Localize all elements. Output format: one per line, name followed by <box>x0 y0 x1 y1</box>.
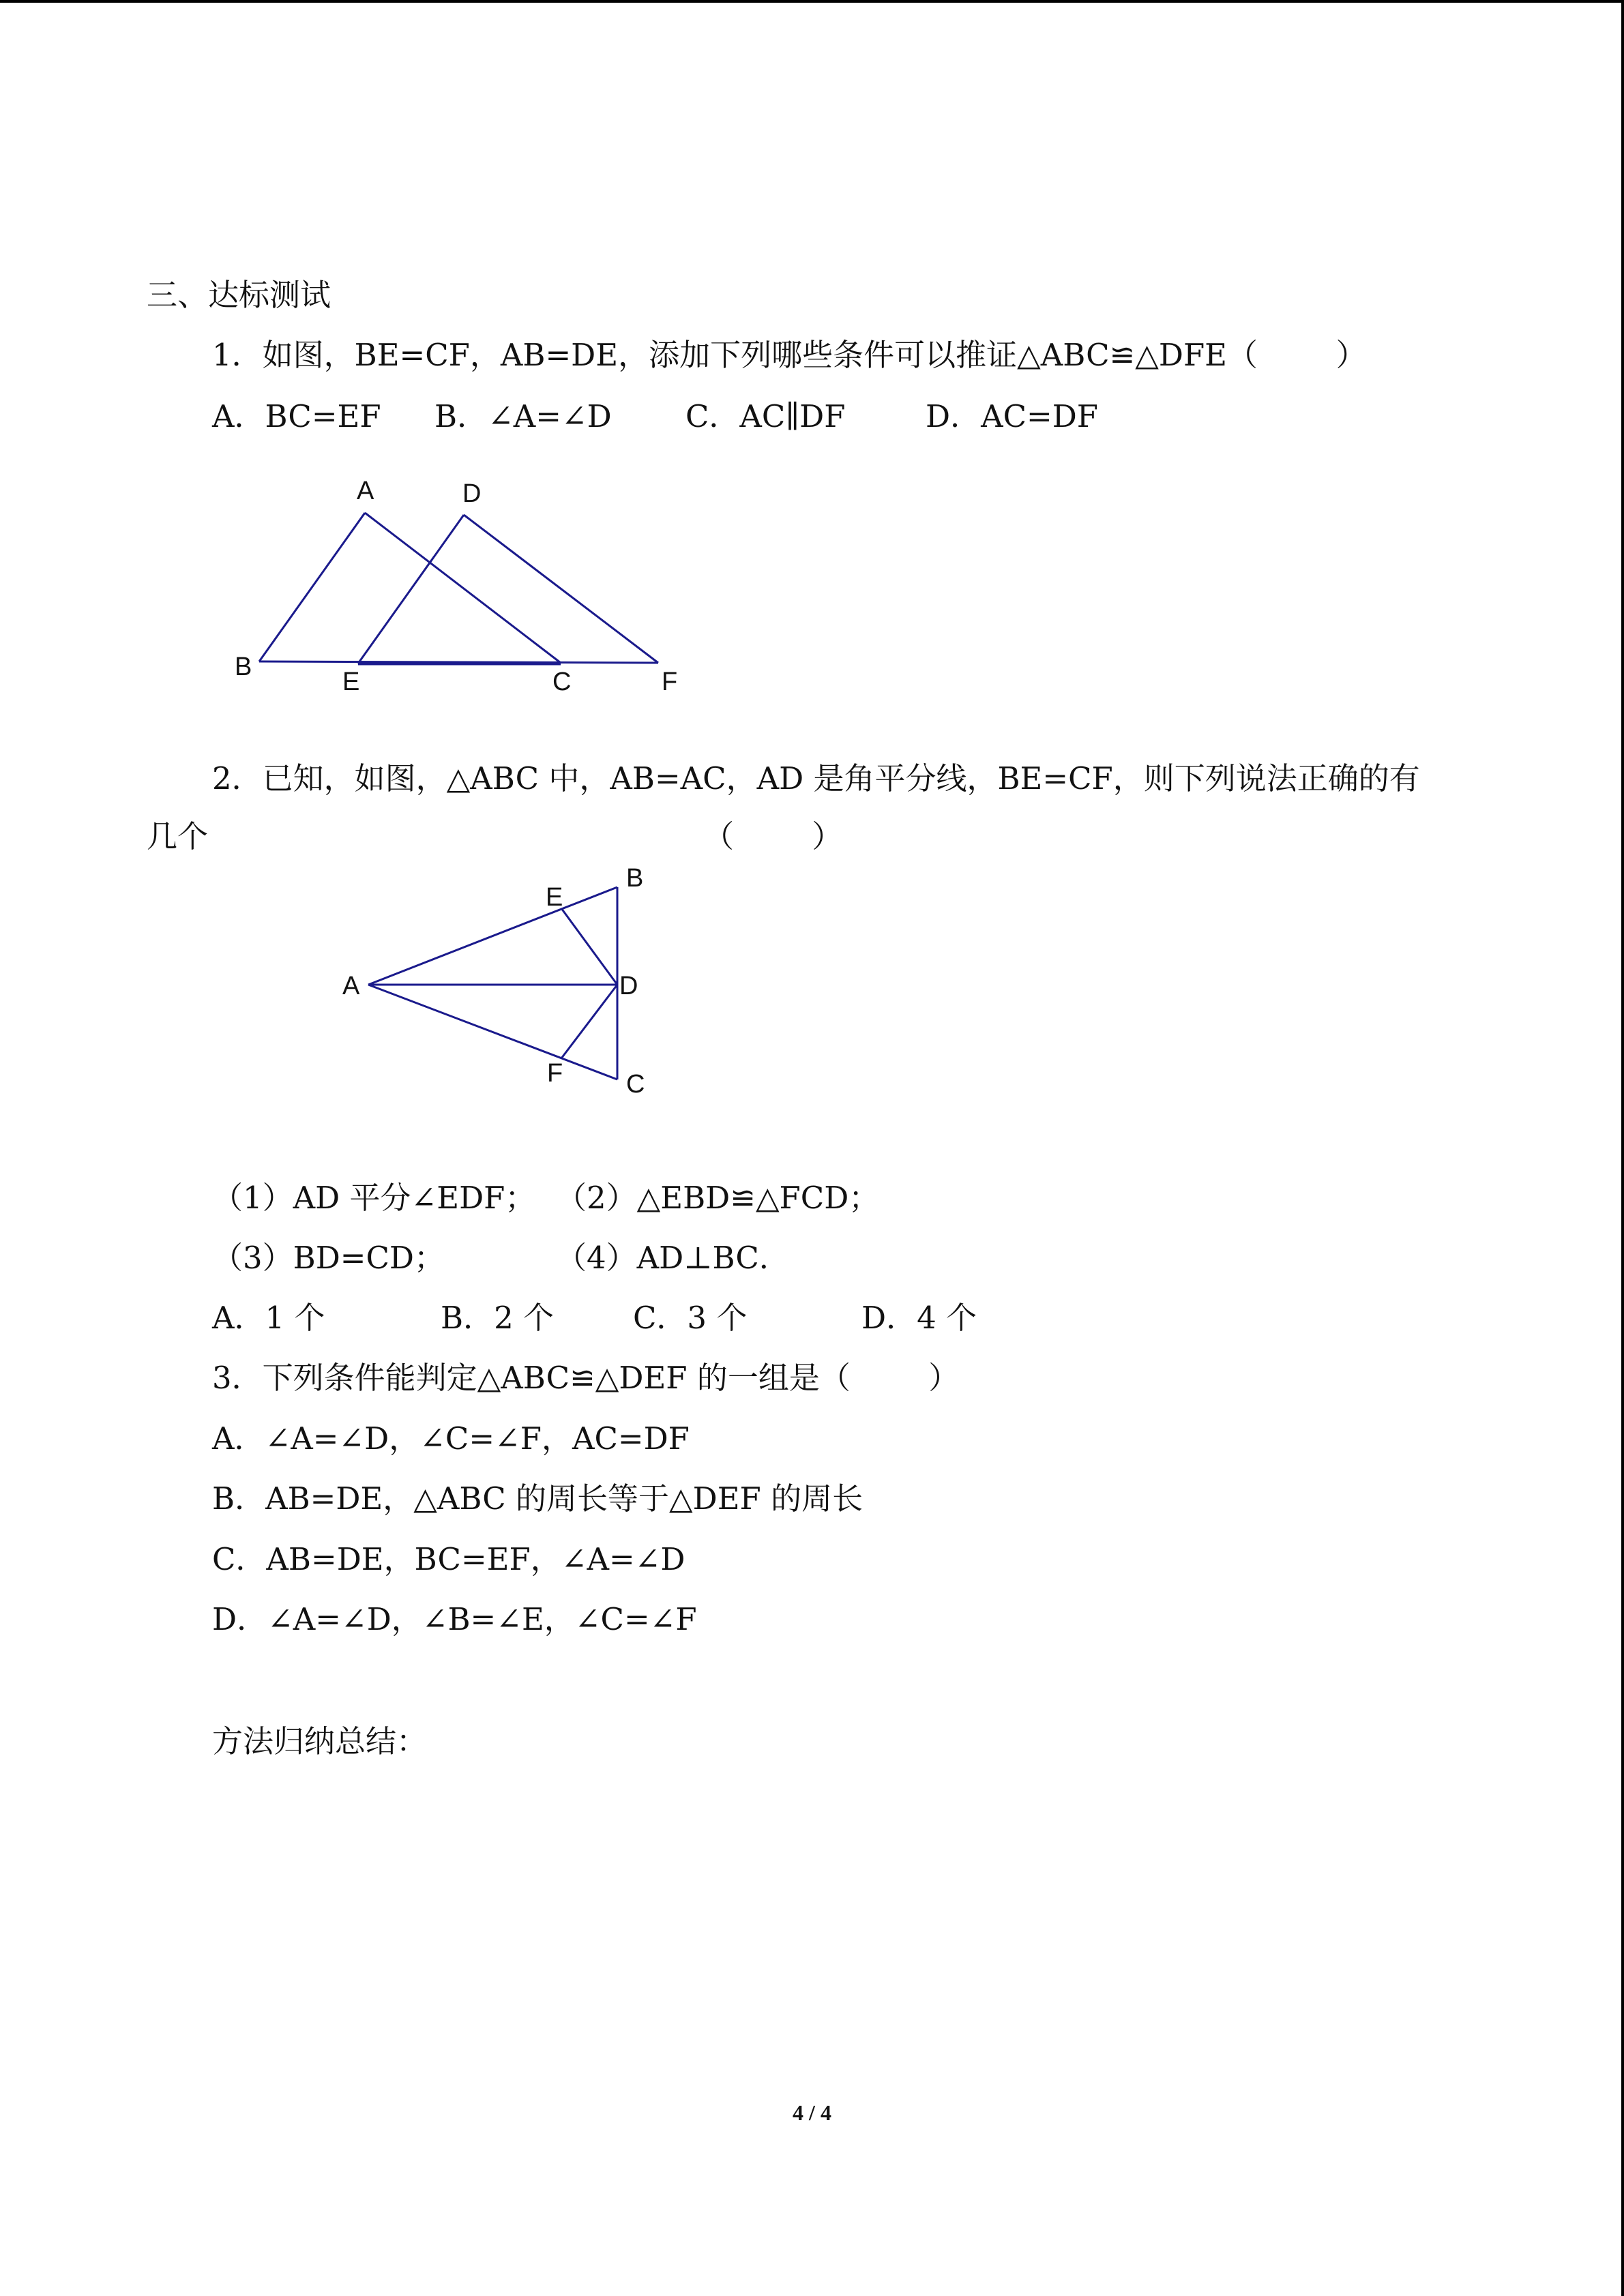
q1-label-c: C <box>552 668 572 696</box>
q2-option-b: B．2 个 <box>441 1300 555 1336</box>
q2-stem-line1: 2．已知，如图，△ABC 中，AB=AC，AD 是角平分线，BE=CF，则下列说法正确的有 <box>212 760 1420 796</box>
q1-option-d: D．AC=DF <box>926 398 1099 434</box>
q2-segment-ab <box>368 887 617 985</box>
q1-segment-ac <box>365 513 561 663</box>
q1-option-b: B．∠A=∠D <box>434 398 612 434</box>
q3-stem: 3．下列条件能判定△ABC≌△DEF 的一组是（ ） <box>212 1360 960 1396</box>
q2-statement-4: （4）AD⊥BC． <box>556 1240 790 1276</box>
q1-label-e: E <box>342 668 360 696</box>
section-title: 三、达标测试 <box>147 277 331 313</box>
q3-option-d: D．∠A=∠D，∠B=∠E，∠C=∠F <box>212 1601 697 1637</box>
q2-stem-line2: 几个 <box>147 818 209 854</box>
page-number: 4 / 4 <box>793 2100 831 2125</box>
q3-option-c: C．AB=DE，BC=EF，∠A=∠D <box>212 1541 685 1577</box>
q3-option-a: A．∠A=∠D，∠C=∠F，AC=DF <box>212 1420 690 1457</box>
q2-label-a: A <box>342 972 360 1000</box>
q2-statement-2: （2）△EBD≌△FCD； <box>556 1180 880 1216</box>
q2-option-c: C．3 个 <box>633 1300 748 1336</box>
q1-segment-ed <box>358 515 464 664</box>
q1-segment-ab <box>259 513 365 661</box>
q2-label-b: B <box>626 864 644 893</box>
q1-label-d: D <box>462 479 482 508</box>
page-right-border <box>1621 0 1624 2296</box>
q2-label-f: F <box>547 1059 563 1088</box>
q2-label-c: C <box>626 1070 645 1099</box>
q1-segment-df <box>464 515 658 663</box>
q2-statement-3: （3）BD=CD； <box>212 1240 445 1276</box>
q2-option-d: D．4 个 <box>861 1300 977 1336</box>
summary-label: 方法归纳总结： <box>212 1723 428 1759</box>
q2-answer-bracket: （ ） <box>703 818 843 854</box>
q1-figure <box>225 471 703 702</box>
q2-label-d: D <box>619 972 638 1000</box>
q2-option-a: A．1 个 <box>212 1300 325 1336</box>
q3-option-b: B．AB=DE，△ABC 的周长等于△DEF 的周长 <box>212 1480 863 1517</box>
q2-figure <box>327 859 709 1105</box>
q1-stem: 1．如图，BE=CF，AB=DE，添加下列哪些条件可以推证△ABC≌△DFE（ ） <box>212 337 1367 373</box>
q2-label-e: E <box>546 883 563 912</box>
q1-option-c: C．AC∥DF <box>685 398 846 434</box>
q1-label-b: B <box>235 653 252 681</box>
q1-option-a: A．BC=EF <box>212 398 381 434</box>
q1-label-f: F <box>662 668 678 696</box>
q1-label-a: A <box>357 477 374 505</box>
q2-statement-1: （1）AD 平分∠EDF； <box>212 1180 536 1216</box>
page-top-border <box>0 0 1624 3</box>
q2-segment-ed <box>561 908 617 985</box>
q2-segment-fd <box>561 985 617 1058</box>
q2-segment-ac <box>368 985 617 1079</box>
